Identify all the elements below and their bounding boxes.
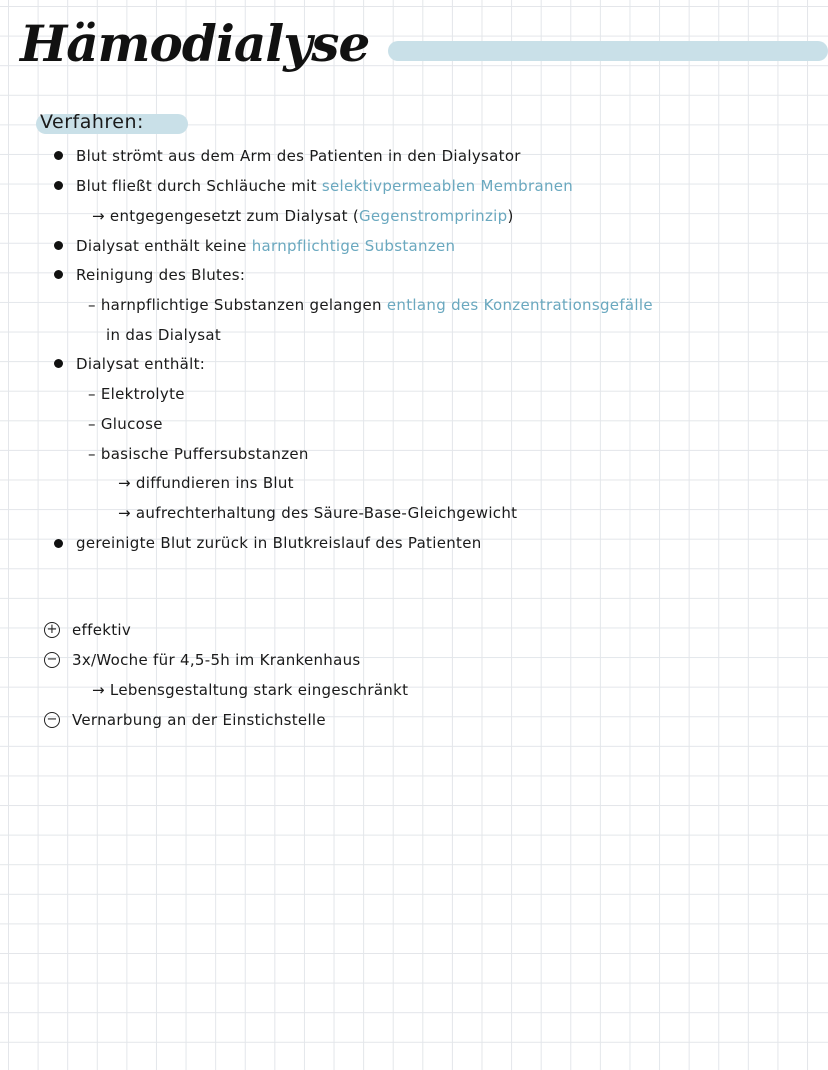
list-item: Blut strömt aus dem Arm des Patienten in den Dialysator — [76, 147, 521, 165]
bullet-dot — [54, 151, 63, 160]
title-highlight-bar — [388, 41, 828, 61]
bullet-dot — [54, 359, 63, 368]
bullet-dot — [54, 181, 63, 190]
con-item: 3x/Woche für 4,5-5h im Krankenhaus — [72, 651, 361, 669]
list-item-sub: – Elektrolyte — [88, 385, 185, 403]
list-item-sub: – harnpflichtige Substanzen gelangen entlang des Konzentrationsgefälle — [88, 296, 653, 314]
bullet-dot — [54, 241, 63, 250]
list-item: Dialysat enthält: — [76, 355, 206, 373]
minus-circle-icon: − — [44, 712, 60, 728]
highlighted-term: Gegenstromprinzip — [358, 207, 508, 225]
highlighted-term: selektivpermeablen Membranen — [321, 177, 574, 195]
pro-item: effektiv — [72, 621, 132, 639]
list-item-sub: – basische Puffersubstanzen — [88, 445, 309, 463]
list-item-sub: → aufrechterhaltung des Säure-Base-Gleichgewicht — [118, 504, 518, 522]
highlighted-term: harnpflichtige Substanzen — [251, 237, 456, 255]
list-item: Blut fließt durch Schläuche mit selektivpermeablen Membranen — [76, 177, 574, 195]
con-item-sub: → Lebensgestaltung stark eingeschränkt — [92, 681, 409, 699]
list-item: Reinigung des Blutes: — [76, 266, 246, 284]
list-item-sub: – Glucose — [88, 415, 163, 433]
page-title: Hämodialyse — [20, 14, 370, 73]
section-heading: Verfahren: — [40, 111, 144, 133]
bullet-dot — [54, 539, 63, 548]
list-item-sub: → entgegengesetzt zum Dialysat (Gegenstromprinzip) — [92, 207, 514, 225]
list-item-sub: → diffundieren ins Blut — [118, 474, 294, 492]
bullet-dot — [54, 270, 63, 279]
highlighted-term: entlang des Konzentrationsgefälle — [386, 296, 653, 314]
list-item: Dialysat enthält keine harnpflichtige Substanzen — [76, 237, 456, 255]
list-item: gereinigte Blut zurück in Blutkreislauf des Patienten — [76, 534, 482, 552]
con-item: Vernarbung an der Einstichstelle — [72, 711, 326, 729]
plus-circle-icon: + — [44, 622, 60, 638]
minus-circle-icon: − — [44, 652, 60, 668]
list-item-sub: in das Dialysat — [106, 326, 222, 344]
